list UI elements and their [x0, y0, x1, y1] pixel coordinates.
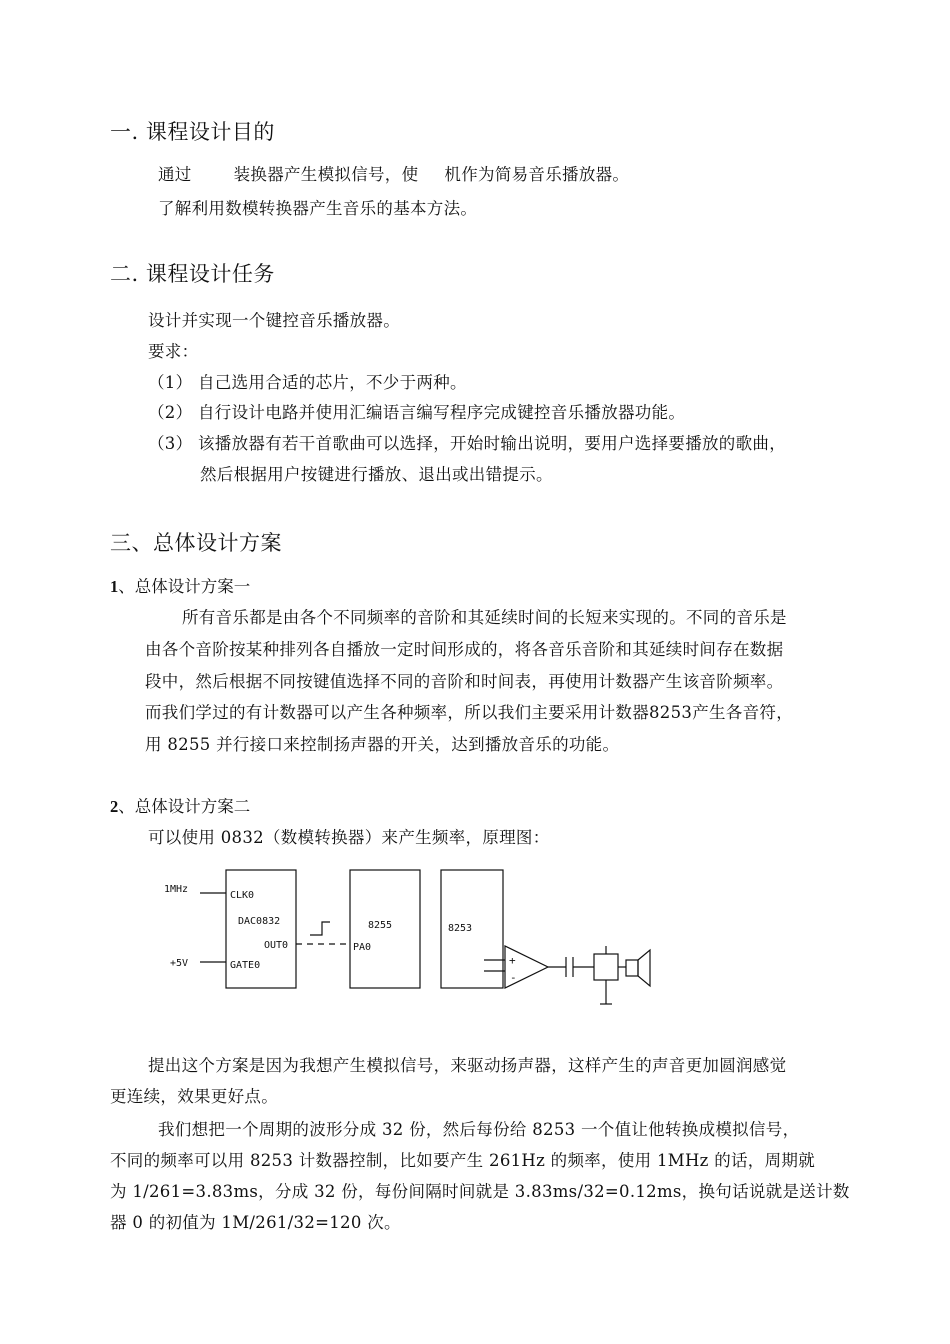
- plan2-para2-line: 我们想把一个周期的波形分成 32 份，然后每份给 8253 一个值让他转换成模拟信号，: [158, 1120, 800, 1139]
- requirement-text: 自己选用合适的芯片，不少于两种。: [198, 373, 467, 392]
- plan2-number: 2: [110, 797, 119, 816]
- amp-plus-label: +: [509, 954, 516, 967]
- line1-part-b: 装换器产生模拟信号，使: [233, 165, 419, 184]
- plan2-title: 、总体设计方案二: [118, 797, 251, 816]
- speaker-icon: [626, 960, 638, 976]
- requirement-item: [148, 430, 786, 454]
- plan1-line: 用 8255 并行接口来控制扬声器的开关，达到播放音乐的功能。: [145, 735, 620, 754]
- clk-input-label: 1MHz: [164, 884, 189, 895]
- plan1-line: 而我们学过的有计数器可以产生各种频率，所以我们主要采用计数器8253产生各音符，: [145, 703, 793, 722]
- requirement-text: 该播放器有若干首歌曲可以选择，开始时输出说明，要用户选择要播放的歌曲，: [198, 434, 786, 453]
- dac-pin-gate: GATE0: [230, 960, 261, 971]
- plan2-para1-line: 更连续，效果更好点。: [110, 1087, 278, 1106]
- section1-line1: [158, 161, 629, 185]
- plan1-number: 1: [110, 577, 119, 596]
- plan1-title: 、总体设计方案一: [118, 577, 251, 596]
- section1-line2: 了解利用数模转换器产生音乐的基本方法。: [158, 199, 478, 218]
- plan2-intro: 可以使用 0832（数模转换器）来产生频率，原理图：: [148, 828, 550, 847]
- dac-chip-label: DAC0832: [238, 916, 281, 927]
- chip-8255-pin: PA0: [353, 942, 372, 953]
- section2-intro: 设计并实现一个键控音乐播放器。: [148, 311, 400, 330]
- plan2-para2-line: 为 1/261=3.83ms，分成 32 份，每份间隔时间就是 3.83ms/32=0.12ms，换句话说就是送计数: [110, 1182, 850, 1201]
- plan1-heading: [110, 573, 250, 597]
- requirement-item: [148, 399, 685, 423]
- requirement-continuation: 然后根据用户按键进行播放、退出或出错提示。: [200, 465, 553, 484]
- chip-8255-label: 8255: [368, 920, 393, 931]
- requirement-num: （2）: [148, 403, 193, 422]
- vcc-label: +5V: [170, 958, 189, 969]
- section2-req-label: 要求：: [148, 342, 199, 361]
- requirement-text: 自行设计电路并使用汇编语言编写程序完成键控音乐播放器功能。: [198, 403, 686, 422]
- requirement-num: （1）: [148, 373, 193, 392]
- plan2-heading: [110, 793, 250, 817]
- circuit-schematic: [150, 858, 670, 1018]
- requirement-num: （3）: [148, 434, 193, 453]
- line1-part-c: 机作为简易音乐播放器。: [444, 165, 630, 184]
- amp-minus-label: -: [510, 971, 517, 984]
- plan2-para2-line: 不同的频率可以用 8253 计数器控制，比如要产生 261Hz 的频率，使用 1MHz 的话，周期就: [110, 1151, 816, 1170]
- plan1-line: 所有音乐都是由各个不同频率的音阶和其延续时间的长短来实现的。不同的音乐是: [182, 608, 787, 627]
- section1-heading: 一. 课程设计目的: [110, 120, 275, 144]
- chip-8253-label: 8253: [448, 923, 473, 934]
- section2-heading: 二. 课程设计任务: [110, 262, 275, 286]
- plan1-line: 由各个音阶按某种排列各自播放一定时间形成的，将各音乐音阶和其延续时间存在数据: [145, 640, 784, 659]
- section3-heading: 三、总体设计方案: [110, 531, 282, 555]
- plan2-para1-line: 提出这个方案是因为我想产生模拟信号，来驱动扬声器，这样产生的声音更加圆润感觉: [148, 1056, 787, 1075]
- plan1-line: 段中，然后根据不同按键值选择不同的音阶和时间表，再使用计数器产生该音阶频率。: [145, 672, 784, 691]
- line1-part-a: 通过: [158, 165, 192, 184]
- dac-pin-out: OUT0: [264, 940, 289, 951]
- requirement-item: [148, 369, 467, 393]
- dac-pin-clk: CLK0: [230, 890, 255, 901]
- plan2-para2-line: 器 0 的初值为 1M/261/32=120 次。: [110, 1213, 401, 1232]
